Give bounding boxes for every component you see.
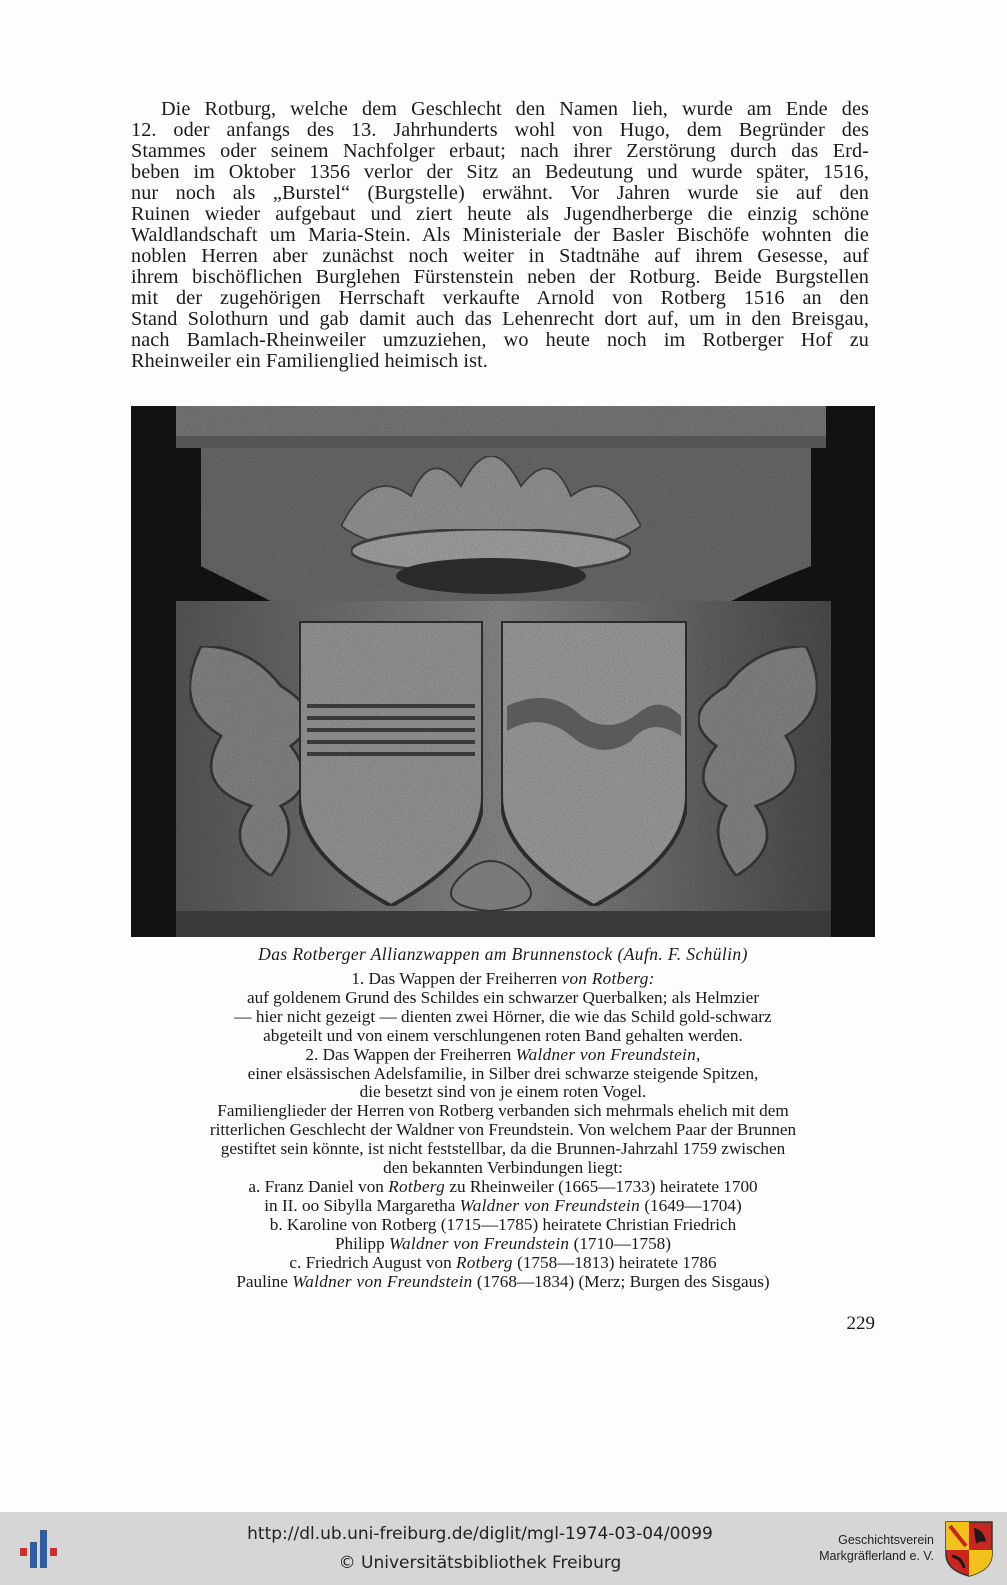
society-name-line: Markgräflerland e. V. [819,1549,934,1563]
coat-of-arms-icon[interactable] [944,1520,994,1578]
note-line: b. Karoline von Rotberg (1715—1785) heiratete Christian Friedrich [269,1214,737,1234]
note-text: c. Friedrich August von [289,1252,456,1272]
text-line: Rheinweiler ein Familienglied heimisch ist. [131,350,488,372]
text-line: Stand Solothurn und gab damit auch das Lehenrecht dort auf, um in den Breisgau, [131,308,869,330]
body-paragraph [131,99,869,372]
note-line [131,1273,875,1292]
text-line: Waldlandschaft um Maria-Stein. Als Ministeriale der Basler Bischöfe wohnten die [131,224,869,246]
figure-caption: Das Rotberger Allianzwappen am Brunnenstock (Aufn. F. Schülin) [258,944,748,964]
note-text: Philipp [335,1233,389,1253]
text-line: nur noch als „Burstel“ (Burgstelle) erwähnt. Vor Jahren wurde sie auf den [131,182,869,204]
note-line: auf goldenem Grund des Schildes ein schwarzer Querbalken; als Helmzier [246,987,760,1007]
copyright-notice: © Universitätsbibliothek Freiburg [338,1553,622,1573]
note-text: 2. Das Wappen der Freiherren [305,1044,516,1064]
note-text: (1649—1704) [640,1195,742,1215]
note-italic: Waldner von Freundstein [292,1271,473,1291]
note-text: zu Rheinweiler (1665—1733) heiratete 1700 [445,1176,758,1196]
note-line: den bekannten Verbindungen liegt: [383,1158,623,1178]
note-italic: Waldner von Freundstein, [515,1044,701,1064]
text-line: Stammes oder seinem Nachfolger erbaut; nach ihrer Zerstörung durch das Erd- [131,140,869,162]
note-italic: Waldner von Freundstein [388,1233,570,1253]
note-line: einer elsässischen Adelsfamilie, in Silber drei schwarze steigende Spitzen, [247,1063,759,1083]
text-line: Die Rotburg, welche dem Geschlecht den Namen lieh, wurde am Ende des [161,98,869,120]
note-line [131,1235,875,1254]
note-text: 1. Das Wappen der Freiherren [351,969,562,988]
note-text: (1768—1834) (Merz; Burgen des Sisgaus) [472,1271,770,1291]
note-text: a. Franz Daniel von [248,1176,389,1196]
note-text: Pauline [236,1271,293,1291]
text-line: Ruinen wieder aufgebaut und ziert heute als Jugendherberge die einzig schöne [131,203,869,225]
society-name [786,1532,934,1564]
note-line [131,1046,875,1065]
figure-notes [131,970,875,1291]
text-line: beben im Oktober 1356 verlor der Sitz an Bedeutung und wurde später, 1516, [131,161,869,183]
text-line: ihrem bischöflichen Burglehen Fürstenstein neben der Rotburg. Beide Burgstellen [131,266,869,288]
text-line: noblen Herren aber zunächst noch weiter in Stadtnähe auf ihrem Gesesse, auf [131,245,869,267]
note-text: in II. oo Sibylla Margaretha [264,1195,460,1215]
note-text: (1710—1758) [569,1233,671,1253]
text-line: 12. oder anfangs des 13. Jahrhunderts wohl von Hugo, dem Begründer des [131,119,869,141]
page-number: 229 [846,1313,875,1334]
note-line [131,1197,875,1216]
note-line [131,1254,875,1273]
text-line: mit der zugehörigen Herrschaft verkaufte Arnold von Rotberg 1516 an den [131,287,869,309]
note-italic: Rotberg [388,1176,446,1196]
note-italic: Rotberg [455,1252,513,1272]
note-line: — hier nicht gezeigt — dienten zwei Hörner, die wie das Schild gold-schwarz [234,1006,772,1026]
note-line: Familienglieder der Herren von Rotberg verbanden sich mehrmals ehelich mit dem [217,1101,789,1121]
footer-bar [0,1512,1007,1585]
note-italic: von Rotberg: [561,969,655,988]
source-url-link[interactable]: http://dl.ub.uni-freiburg.de/diglit/mgl-1974-03-04/0099 [247,1524,713,1544]
text-line: nach Bamlach-Rheinweiler umzuziehen, wo heute noch im Rotberger Hof zu [131,329,869,351]
note-line: abgeteilt und von einem verschlungenen roten Band gehalten werden. [263,1025,743,1045]
society-name-line: Geschichtsverein [838,1533,934,1547]
stone-relief-image [131,406,875,937]
note-line: die besetzt sind von je einem roten Vogel. [359,1082,647,1102]
note-line: ritterlichen Geschlecht der Waldner von Freundstein. Von welchem Paar der Brunnen [209,1120,797,1140]
note-line [131,1178,875,1197]
note-text: (1758—1813) heiratete 1786 [512,1252,717,1272]
note-line: gestiftet sein könnte, ist nicht feststellbar, da die Brunnen-Jahrzahl 1759 zwischen [220,1139,786,1159]
coat-of-arms-photo [131,406,875,937]
note-italic: Waldner von Freundstein [459,1195,641,1215]
ub-freiburg-logo-icon[interactable] [16,1526,64,1574]
note-line [131,970,875,989]
